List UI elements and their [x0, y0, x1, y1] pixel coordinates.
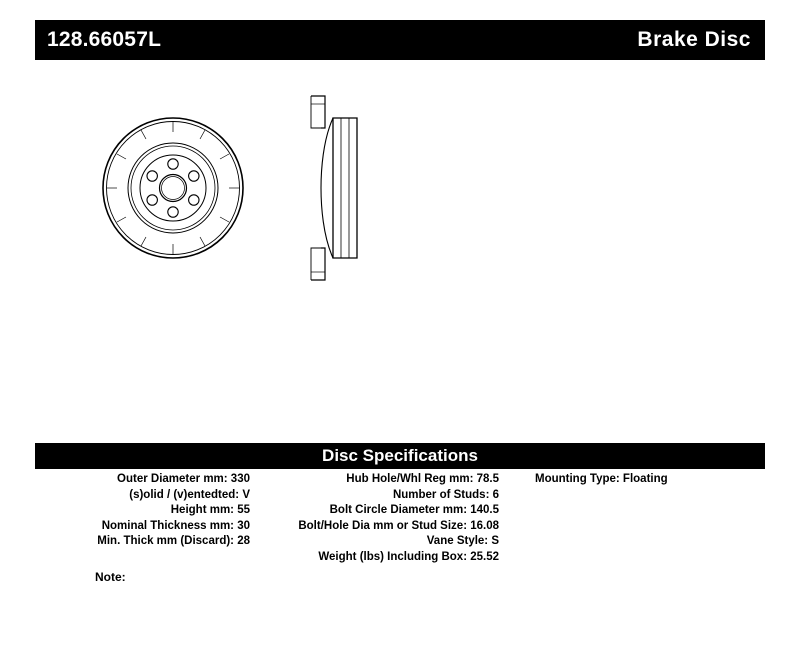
spec-item: Bolt/Hole Dia mm or Stud Size: 16.08 [298, 519, 499, 532]
spec-item: Height mm: 55 [170, 504, 250, 516]
specs-column-right [535, 472, 765, 488]
spec-item: Outer Diameter mm: 330 [117, 473, 250, 485]
product-title: Brake Disc [637, 28, 751, 51]
specs-column-middle [267, 472, 499, 565]
header-bar [35, 20, 765, 60]
spec-item: Nominal Thickness mm: 30 [101, 519, 250, 532]
spec-item: Hub Hole/Whl Reg mm: 78.5 [346, 473, 499, 485]
part-number: 128.66057L [47, 28, 162, 51]
note-label: Note: [95, 570, 126, 584]
specs-area [35, 472, 765, 592]
spec-item: (s)olid / (v)entedted: V [129, 488, 250, 501]
rotor-edge-view [311, 96, 357, 280]
specs-header-bar [35, 443, 765, 469]
technical-drawing [35, 70, 765, 430]
spec-item: Bolt Circle Diameter mm: 140.5 [329, 504, 499, 516]
specs-column-left [35, 472, 250, 550]
spec-item: Weight (lbs) Including Box: 25.52 [318, 550, 499, 563]
spec-item: Vane Style: S [426, 535, 499, 547]
spec-item: Number of Studs: 6 [392, 488, 499, 501]
specs-title: Disc Specifications [322, 446, 478, 465]
rotor-face-view [103, 118, 243, 258]
spec-item: Min. Thick mm (Discard): 28 [97, 535, 250, 547]
spec-item: Mounting Type: Floating [535, 473, 668, 485]
